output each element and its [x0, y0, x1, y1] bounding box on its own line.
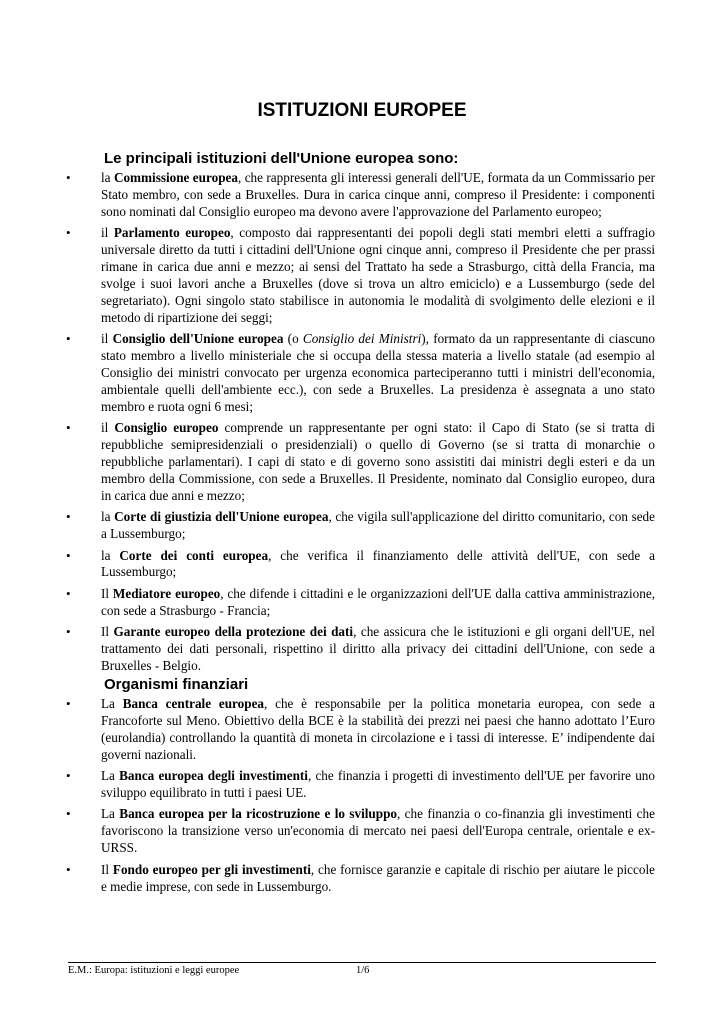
item-text: , che fornisce garanzie e capitale di rischio per aiutare le piccole e medie imprese, con sede in Lussemburgo.	[101, 861, 655, 894]
list-item	[0, 768, 655, 802]
footer-page-number: 1/6	[356, 965, 370, 976]
item-term: Fondo europeo per gli investimenti	[112, 861, 311, 877]
bullet-icon: •	[66, 420, 71, 436]
item-term: Banca centrale europea	[122, 696, 265, 711]
item-text: La	[101, 806, 120, 822]
footer-divider	[68, 962, 656, 963]
bullet-icon: •	[66, 225, 71, 241]
bullet-icon: •	[66, 806, 71, 822]
item-text: comprende un rappresentante per ogni stato: il Capo di Stato (se si tratta di repubbliche semipresidenziali o presidenziali) o quello di Governo (se si tratta di monarchie o repubbliche parlamentari). I capi di stato e di governo sono assistiti dai ministri degli esteri e da un membro della Commissione, con sede a Bruxelles. Il Presidente, nominato dal Consiglio europeo, dura in carica due anni e mezzo;	[101, 420, 655, 503]
bullet-icon: •	[66, 696, 71, 711]
bullet-icon: •	[66, 509, 71, 525]
section-heading-institutions: Le principali istituzioni dell'Unione europea sono:	[104, 150, 459, 167]
page-title: ISTITUZIONI EUROPEE	[257, 100, 467, 121]
item-term: Consiglio dell'Unione europea	[112, 331, 284, 347]
item-text: il	[101, 331, 113, 347]
item-text: Il	[101, 861, 113, 877]
section-heading-financial-bodies: Organismi finanziari	[104, 676, 249, 693]
item-term: Consiglio europeo	[114, 420, 219, 436]
item-text: (o	[283, 331, 303, 347]
footer-document-title: E.M.: Europa: istituzioni e leggi europee	[68, 965, 240, 976]
item-text: , che difende i cittadini e le organizzazioni dell'UE dalla cattiva amministrazione, con sede a Strasburgo - Francia;	[101, 585, 655, 618]
item-term: Corte dei conti europea	[119, 547, 269, 563]
bullet-icon: •	[66, 585, 71, 601]
item-term: Banca europea degli investimenti	[119, 768, 308, 784]
institutions-list	[0, 170, 655, 679]
list-item	[0, 696, 655, 764]
financial-bodies-list	[0, 696, 655, 900]
item-alt-name: Consiglio dei Ministri	[302, 331, 422, 347]
item-text: , che vigila sull'applicazione del diritto comunitario, con sede a Lussemburgo;	[101, 509, 655, 542]
list-item	[0, 331, 655, 416]
item-text: , che rappresenta gli interessi generali dell'UE, formata da un Commissario per Stato membro, con sede a Bruxelles. Dura in carica cinque anni, compreso il Presidente: i componenti sono nominati dal Consiglio europeo ma devono avere l'approvazione del Parlamento europeo;	[101, 170, 655, 219]
item-text: La	[101, 768, 120, 784]
item-text: , che assicura che le istituzioni e gli organi dell'UE, nel trattamento dei dati personali, rispettino il diritto alla privacy dei cittadini dell'Unione, con sede a Bruxelles - Belgio.	[101, 624, 655, 673]
bullet-icon: •	[66, 861, 71, 877]
item-term: Garante europeo della protezione dei dati	[113, 624, 354, 640]
bullet-icon: •	[66, 624, 71, 640]
item-text: la	[101, 547, 120, 563]
item-term: Mediatore europeo	[112, 585, 221, 601]
item-text: , che finanzia i progetti di investimento dell'UE per favorire uno sviluppo equilibrato in tutti i paesi UE.	[101, 768, 655, 801]
bullet-icon: •	[66, 768, 71, 784]
item-text: , che verifica il finanziamento delle attività dell'UE, con sede a Lussemburgo;	[101, 547, 655, 580]
list-item	[0, 806, 655, 857]
item-term: Parlamento europeo	[113, 225, 231, 241]
item-text: il	[101, 420, 115, 436]
item-text: la	[101, 170, 114, 185]
item-text: il	[101, 225, 114, 241]
item-text: la	[101, 509, 115, 525]
bullet-icon: •	[66, 547, 71, 563]
list-item	[0, 420, 655, 505]
item-term: Banca europea per la ricostruzione e lo sviluppo	[119, 806, 398, 822]
item-text: , composto dai rappresentanti dei popoli degli stati membri eletti a suffragio universale diretto da tutti i cittadini dell'Unione ogni cinque anni, compreso il Presidente che per prassi rimane in carica due anni e mezzo; ai sensi del Trattato ha sede a Strasburgo, città della Francia, ma svolge i suoi lavori anche a Bruxelles (dove si trova un altro emiciclo) e a Lussemburgo (sede del segretariato). Ogni singolo stato stabilisce in autonomia le modalità di svolgimento delle elezioni e il metodo di ripartizione dei seggi;	[101, 225, 655, 325]
list-item	[0, 624, 655, 675]
list-item	[0, 225, 655, 326]
item-term: Corte di giustizia dell'Unione europea	[114, 509, 329, 525]
item-text: Il	[101, 624, 114, 640]
list-item	[0, 170, 655, 221]
list-item	[0, 862, 655, 896]
item-text: , che finanzia o co-finanzia gli investimenti che favoriscono la transizione verso un'economia di mercato nei paesi dell'Europa centrale, orientale e ex-URSS.	[101, 806, 655, 856]
bullet-icon: •	[66, 170, 71, 185]
bullet-icon: •	[66, 331, 71, 347]
list-item	[0, 509, 655, 543]
list-item	[0, 548, 655, 582]
item-text: ), formato da un rappresentante di ciascuno stato membro a livello ministeriale che si occupa della stessa materia a livello statale (ad esempio al Consiglio dei ministri convocato per urgenza economica parteciperanno tutti i ministri dell'economia, ambientale quelli dell'ambiente ecc.), con sede a Bruxelles. La presidenza è assegnata a uno stato membro e ruota ogni 6 mesi;	[101, 331, 655, 414]
item-term: Commissione europea	[113, 170, 238, 185]
item-text: La	[101, 696, 123, 711]
item-text: , che è responsabile per la politica monetaria europea, con sede a Francoforte sul Meno. Obiettivo della BCE è la stabilità dei prezzi nei paesi che hanno adottato l’Euro (eurolandia) controllando la quantità di moneta in circolazione e i tassi di interesse. E’ indipendente dai governi nazionali.	[101, 696, 655, 762]
item-text: Il	[101, 585, 113, 601]
list-item	[0, 586, 655, 620]
